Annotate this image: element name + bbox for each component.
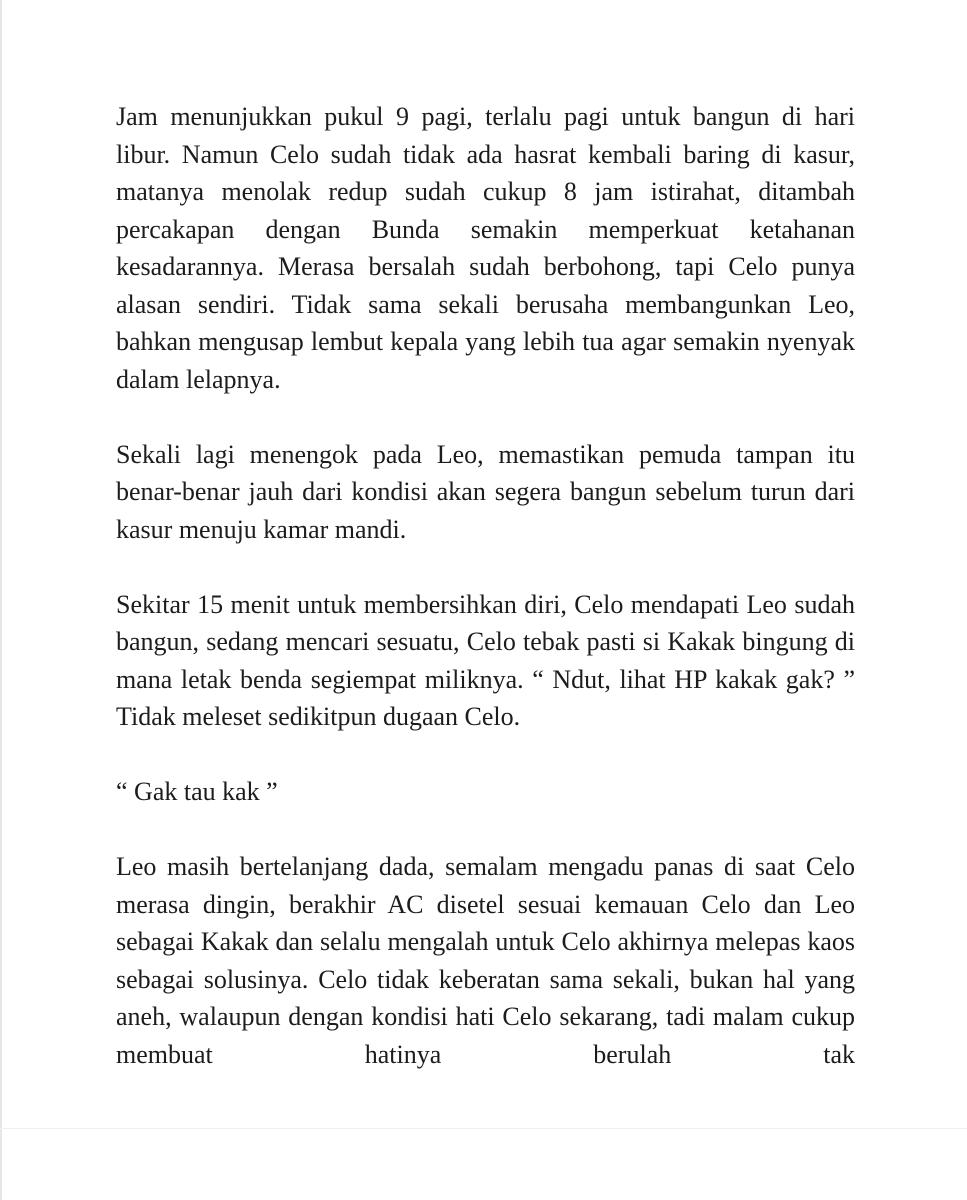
left-border [0,0,2,1200]
dialogue-line: “ Gak tau kak ” [116,777,278,806]
bottom-divider [0,1128,967,1129]
paragraph-5: Leo masih bertelanjang dada, semalam mengadu panas di saat Celo merasa dingin, berakhir AC disetel sesuai kemauan Celo dan Leo sebagai Kakak dan selalu mengalah untuk Celo akhirnya melepas kaos sebagai solusinya. Celo tidak keberatan sama sekali, bukan hal yang aneh, walaupun dengan kondisi hati Celo sekarang, tadi malam cukup membuat hatinya berulah tak [116,852,855,1069]
paragraph-3: Sekitar 15 menit untuk membersihkan diri, Celo mendapati Leo sudah bangun, sedang mencari sesuatu, Celo tebak pasti si Kakak bingung di mana letak benda segiempat miliknya. “ Ndut, lihat HP kakak gak? ” Tidak meleset sedikitpun dugaan Celo. [116,589,855,731]
story-text [116,98,855,1111]
paragraph-2: Sekali lagi menengok pada Leo, memastikan pemuda tampan itu benar-benar jauh dari kondisi akan segera bangun sebelum turun dari kasur menuju kamar mandi. [116,439,855,544]
paragraph-1: Jam menunjukkan pukul 9 pagi, terlalu pagi untuk bangun di hari libur. Namun Celo sudah tidak ada hasrat kembali baring di kasur, matanya menolak redup sudah cukup 8 jam istirahat, ditambah percakapan dengan Bunda semakin memperkuat ketahanan kesadarannya. Merasa bersalah sudah berbohong, tapi Celo punya alasan sendiri. Tidak sama sekali berusaha membangunkan Leo, bahkan mengusap lembut kepala yang lebih tua agar semakin nyenyak dalam lelapnya. [116,102,855,394]
